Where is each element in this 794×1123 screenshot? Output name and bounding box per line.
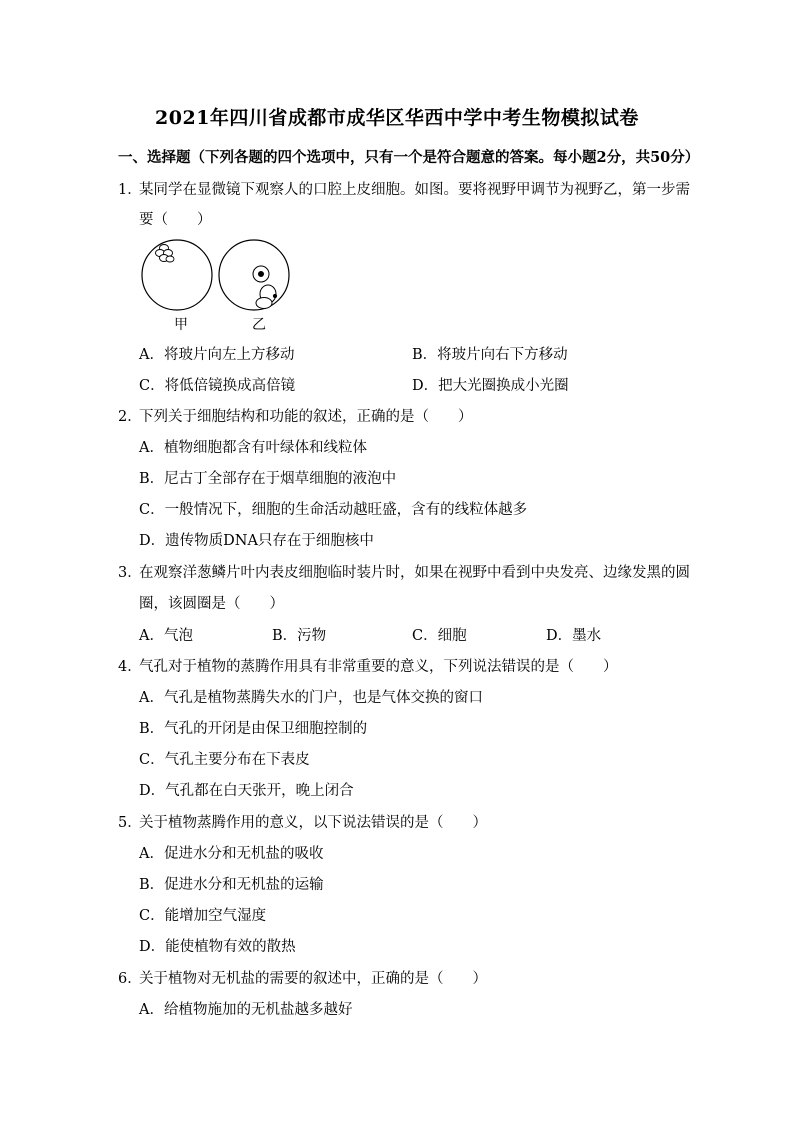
question-2-option-d: D．遗传物质DNA只存在于细胞核中	[139, 533, 374, 549]
question-3-option-a: A．气泡	[139, 628, 193, 644]
microscope-fields-figure	[136, 236, 306, 336]
question-1-option-b: B．将玻片向右下方移动	[412, 347, 568, 363]
question-3-option-d: D．墨水	[546, 628, 602, 644]
question-4-number: 4．	[118, 659, 142, 675]
question-3-stem-cont: 圈，该圆圈是（ ）	[139, 596, 284, 612]
question-5-stem: 关于植物蒸腾作用的意义，以下说法错误的是（ ）	[139, 815, 487, 831]
question-5-number: 5．	[118, 815, 142, 831]
question-1-option-c: C．将低倍镜换成高倍镜	[139, 378, 296, 394]
question-6-option-a: A．给植物施加的无机盐越多越好	[139, 1002, 353, 1018]
question-4-option-d: D．气孔都在白天张开，晚上闭合	[139, 783, 354, 799]
question-5-option-d: D．能使植物有效的散热	[139, 939, 296, 955]
question-6-stem: 关于植物对无机盐的需要的叙述中，正确的是（ ）	[139, 971, 487, 987]
question-2-stem: 下列关于细胞结构和功能的叙述，正确的是（ ）	[139, 409, 473, 425]
question-2-option-b: B．尼古丁全部存在于烟草细胞的液泡中	[139, 471, 397, 487]
question-4-option-a: A．气孔是植物蒸腾失水的门户，也是气体交换的窗口	[139, 690, 483, 706]
question-1-stem-cont: 要（ ）	[139, 212, 212, 228]
question-2-option-a: A．植物细胞都含有叶绿体和线粒体	[139, 440, 367, 456]
question-6-number: 6．	[118, 971, 142, 987]
question-3-stem: 在观察洋葱鳞片叶内表皮细胞临时装片时，如果在视野中看到中央发亮、边缘发黑的圆	[139, 565, 690, 581]
section-heading: 一、选择题（下列各题的四个选项中，只有一个是符合题意的答案。每小题2分，共50分）	[118, 149, 700, 166]
question-1-stem: 某同学在显微镜下观察人的口腔上皮细胞。如图。要将视野甲调节为视野乙，第一步需	[139, 182, 690, 198]
question-1-number: 1．	[118, 182, 142, 198]
question-3-option-b: B．污物	[272, 628, 327, 644]
question-3-option-c: C．细胞	[412, 628, 467, 644]
field-yi-cells	[253, 266, 277, 309]
figure-label-jia: 甲	[174, 317, 188, 333]
question-4-stem: 气孔对于植物的蒸腾作用具有非常重要的意义，下列说法错误的是（ ）	[139, 659, 618, 675]
figure-label-yi: 乙	[252, 317, 266, 333]
question-4-option-b: B．气孔的开闭是由保卫细胞控制的	[139, 721, 368, 737]
question-2-number: 2．	[118, 409, 142, 425]
question-1-option-d: D．把大光圈换成小光圈	[412, 378, 569, 394]
question-1-option-a: A．将玻片向左上方移动	[139, 347, 295, 363]
question-4-option-c: C．气孔主要分布在下表皮	[139, 752, 310, 768]
field-jia-cells	[156, 245, 175, 263]
question-3-number: 3．	[118, 565, 142, 581]
question-5-option-b: B．促进水分和无机盐的运输	[139, 877, 324, 893]
question-5-option-a: A．促进水分和无机盐的吸收	[139, 846, 324, 862]
question-2-option-c: C．一般情况下，细胞的生命活动越旺盛，含有的线粒体越多	[139, 502, 528, 518]
question-5-option-c: C．能增加空气湿度	[139, 908, 267, 924]
page-title: 2021年四川省成都市成华区华西中学中考生物模拟试卷	[155, 107, 639, 129]
field-jia-circle	[142, 240, 212, 310]
